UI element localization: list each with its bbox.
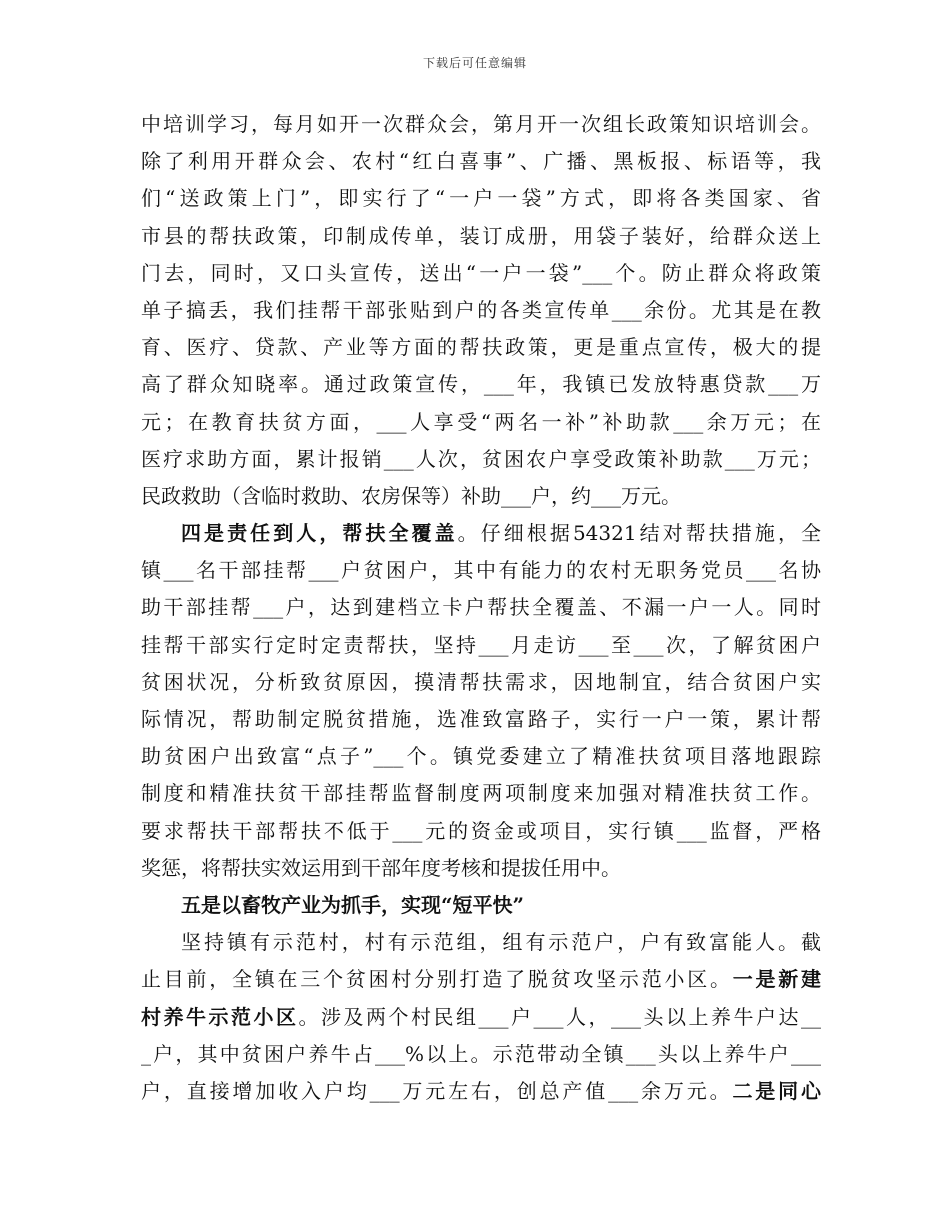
bold-text-segment: 村养牛示范小区 bbox=[141, 1004, 299, 1029]
text-segment: 们“送政策上门”，即实行了“一户一袋”方式，即将各类国家、省 bbox=[141, 186, 821, 211]
text-line bbox=[141, 180, 821, 217]
text-segment: 助干部挂帮___户，达到建档立卡户帮扶全覆盖、不漏一户一人。同时 bbox=[141, 595, 821, 620]
text-line bbox=[141, 143, 821, 180]
page-header: 下载后可任意编辑 bbox=[422, 56, 527, 70]
text-segment: 门去，同时，又口头宣传，送出“一户一袋”___个。防止群众将政策 bbox=[141, 260, 821, 285]
text-line bbox=[141, 775, 821, 812]
text-line bbox=[141, 552, 821, 589]
text-line bbox=[141, 850, 821, 887]
text-segment: 挂帮干部实行定时定责帮扶，坚持___月走访___至___次，了解贫困户 bbox=[141, 632, 821, 657]
text-segment: 坚持镇有示范村，村有示范组，组有示范户，户有致富能人。截 bbox=[181, 930, 821, 955]
text-line bbox=[141, 218, 821, 255]
text-segment: 镇___名干部挂帮___户贫困户，其中有能力的农村无职务党员___名协 bbox=[141, 558, 821, 583]
bold-text-segment: 二是同心 bbox=[732, 1078, 822, 1103]
text-line bbox=[141, 329, 821, 366]
bold-text-segment: 一是新建 bbox=[732, 967, 822, 992]
text-segment: 制度和精准扶贫干部挂帮监督制度两项制度来加强对精准扶贫工作。 bbox=[141, 781, 821, 806]
text-segment: 育、医疗、贷款、产业等方面的帮扶政策，更是重点宣传，极大的提 bbox=[141, 335, 821, 360]
text-segment: 高了群众知晓率。通过政策宣传，___年，我镇已发放特惠贷款___万 bbox=[141, 372, 821, 397]
text-segment: 。仔细根据54321结对帮扶措施，全 bbox=[457, 521, 822, 546]
text-segment: 民政救助（含临时救助、农房保等）补助___户，约___万元。 bbox=[141, 483, 681, 508]
text-segment: 医疗求助方面，累计报销___人次，贫困农户享受政策补助款___万元； bbox=[141, 446, 821, 471]
text-line bbox=[141, 255, 821, 292]
text-line bbox=[141, 478, 821, 515]
text-line bbox=[141, 404, 821, 441]
text-line bbox=[141, 515, 821, 552]
bold-text-segment: 五是以畜牧产业为抓手，实现“短平快” bbox=[181, 892, 525, 917]
text-line bbox=[141, 664, 821, 701]
text-line bbox=[141, 627, 821, 664]
text-segment: 除了利用开群众会、农村“红白喜事”、广播、黑板报、标语等，我 bbox=[141, 149, 821, 174]
bold-text-segment: 四是责任到人，帮扶全覆盖 bbox=[181, 521, 458, 546]
text-segment: 中培训学习，每月如开一次群众会，第月开一次组长政策知识培训会。 bbox=[141, 112, 821, 136]
text-segment: 奖惩，将帮扶实效运用到干部年度考核和提拔任用中。 bbox=[141, 855, 621, 880]
text-segment: 要求帮扶干部帮扶不低于___元的资金或项目，实行镇___监督，严格 bbox=[141, 818, 821, 843]
document-body bbox=[141, 106, 821, 1110]
text-line bbox=[141, 813, 821, 850]
text-line bbox=[141, 1073, 821, 1110]
text-line bbox=[141, 589, 821, 626]
text-segment: 户，直接增加收入户均___万元左右，创总产值___余万元。 bbox=[141, 1078, 733, 1103]
text-line bbox=[141, 106, 821, 143]
text-segment: 元；在教育扶贫方面，___人享受“两名一补”补助款___余万元；在 bbox=[141, 409, 821, 434]
text-line bbox=[141, 961, 821, 998]
text-line bbox=[141, 701, 821, 738]
text-segment: 市县的帮扶政策，印制成传单，装订成册，用袋子装好，给群众送上 bbox=[141, 223, 821, 248]
text-segment: 。涉及两个村民组___户___人，___头以上养牛户达__ bbox=[298, 1004, 821, 1029]
text-line bbox=[141, 999, 821, 1036]
text-line bbox=[141, 924, 821, 961]
text-segment: 助贫困户出致富“点子”___个。镇党委建立了精准扶贫项目落地跟踪 bbox=[141, 744, 821, 769]
text-segment: 止目前，全镇在三个贫困村分别打造了脱贫攻坚示范小区。 bbox=[141, 967, 733, 992]
text-line bbox=[141, 1036, 821, 1073]
text-line bbox=[141, 738, 821, 775]
text-segment: _户，其中贫困户养牛占___%以上。示范带动全镇___头以上养牛户___ bbox=[141, 1041, 821, 1066]
text-line bbox=[141, 366, 821, 403]
text-segment: 际情况，帮助制定脱贫措施，选准致富路子，实行一户一策，累计帮 bbox=[141, 707, 821, 731]
text-line bbox=[141, 887, 821, 924]
text-line bbox=[141, 292, 821, 329]
text-line bbox=[141, 441, 821, 478]
text-segment: 贫困状况，分析致贫原因，摸清帮扶需求，因地制宜，结合贫困户实 bbox=[141, 669, 821, 694]
text-segment: 单子搞丢，我们挂帮干部张贴到户的各类宣传单___余份。尤其是在教 bbox=[141, 297, 821, 322]
